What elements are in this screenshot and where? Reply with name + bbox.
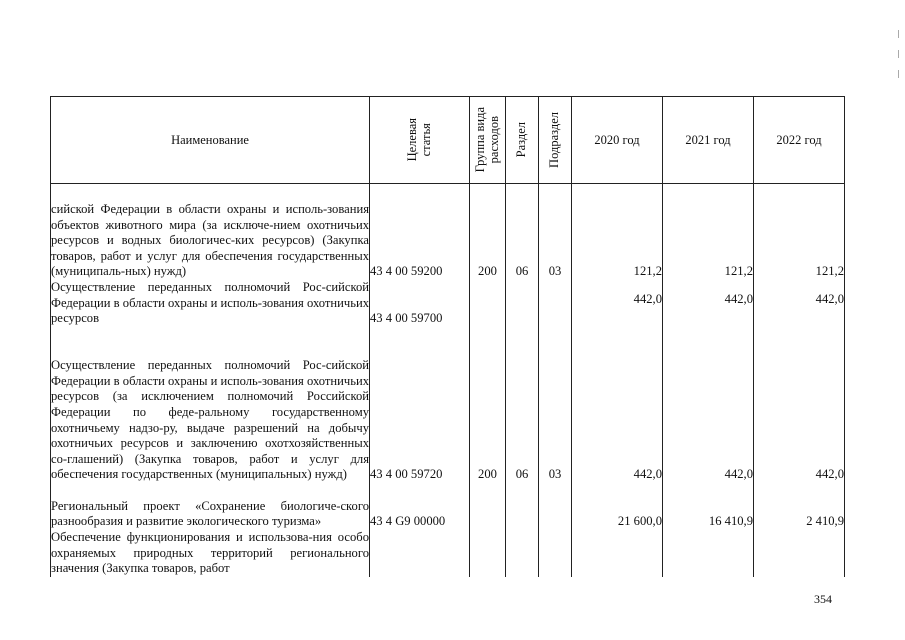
row-code: 43 4 00 59720: [370, 327, 470, 483]
row-value-2021: 442,0: [663, 327, 754, 483]
row-group: 200: [470, 327, 506, 483]
row-value-2022: 2 410,9: [754, 483, 845, 530]
row-name: Обеспечение функционирования и использова-ния особо охраняемых природных территорий регионального значения (Закупка товаров, работ: [51, 530, 369, 576]
row-subsection: [539, 280, 572, 327]
row-group: 200: [470, 184, 506, 281]
row-section: 06: [506, 184, 539, 281]
table-row: [51, 280, 845, 327]
row-name: Осуществление переданных полномочий Рос-сийской Федерации в области охраны и исполь-зования охотничьих ресурсов: [51, 280, 369, 326]
row-value-2021: 442,0: [663, 280, 754, 327]
row-value-2020: [572, 530, 663, 577]
row-value-2022: 121,2: [754, 184, 845, 281]
row-value-2021: [663, 530, 754, 577]
row-value-2021: 16 410,9: [663, 483, 754, 530]
row-value-2022: 442,0: [754, 280, 845, 327]
row-subsection: 03: [539, 184, 572, 281]
header-subsection: Подраздел: [539, 97, 572, 184]
row-subsection: [539, 530, 572, 577]
row-code: 43 4 G9 00000: [370, 483, 470, 530]
row-group: [470, 530, 506, 577]
budget-table: [50, 96, 845, 577]
header-expense-group: Группа вида расходов: [470, 97, 506, 184]
header-year-2022: 2022 год: [754, 97, 845, 184]
header-target-article: Целевая статья: [370, 97, 470, 184]
row-group: [470, 280, 506, 327]
row-value-2020: 442,0: [572, 327, 663, 483]
header-name: Наименование: [51, 97, 370, 184]
row-value-2020: 21 600,0: [572, 483, 663, 530]
header-row: [51, 97, 845, 184]
row-group: [470, 483, 506, 530]
row-subsection: 03: [539, 327, 572, 483]
row-section: 06: [506, 327, 539, 483]
page-number: 354: [814, 592, 832, 606]
row-value-2022: [754, 530, 845, 577]
table-row: [51, 184, 845, 281]
row-value-2021: 121,2: [663, 184, 754, 281]
row-name: Осуществление переданных полномочий Рос-сийской Федерации в области охраны и исполь-зования охотничьих ресурсов (за исключением полномочий Российской Федерации по феде-ральному государственному охотничьему надзо-ру, выдаче разрешений на добычу охотничьих ресурсов и заключению охотхозяйственных со-глашений) (Закупка товаров, работ и услуг для обеспечения государственных (муниципальных) нужд): [51, 327, 370, 483]
table-row: [51, 327, 845, 483]
row-section: [506, 483, 539, 530]
header-year-2021: 2021 год: [663, 97, 754, 184]
row-name: сийской Федерации в области охраны и исполь-зования объектов животного мира (за исключе-нием охотничьих ресурсов и водных биологичес-ких ресурсов) (Закупка товаров, работ и услуг для обеспечения государственных (муниципаль-ных) нужд): [51, 184, 370, 281]
row-section: [506, 280, 539, 327]
row-value-2022: 442,0: [754, 327, 845, 483]
row-code: 43 4 00 59700: [370, 280, 470, 327]
row-subsection: [539, 483, 572, 530]
row-value-2020: 442,0: [572, 280, 663, 327]
row-section: [506, 530, 539, 577]
table-row: [51, 530, 845, 577]
table-row: [51, 483, 845, 530]
row-name: Региональный проект «Сохранение биологиче-ского разнообразия и развитие экологического туризма»: [51, 483, 370, 530]
row-code: 43 4 00 59200: [370, 184, 470, 281]
scan-artifact: [898, 30, 899, 90]
header-section: Раздел: [506, 97, 539, 184]
row-value-2020: 121,2: [572, 184, 663, 281]
header-year-2020: 2020 год: [572, 97, 663, 184]
row-code: [370, 530, 470, 577]
